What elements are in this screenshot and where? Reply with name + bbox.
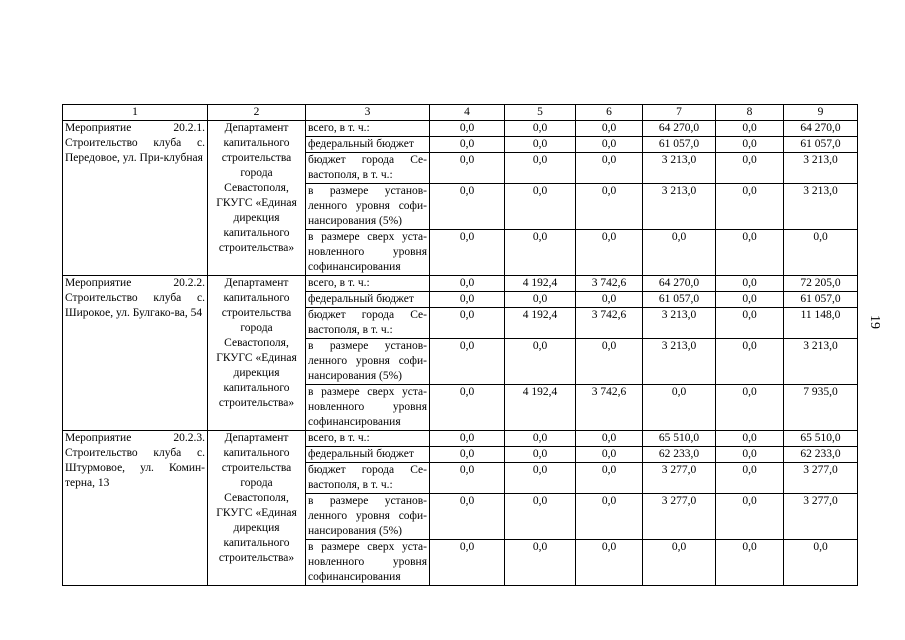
amount-cell: 4 192,4 — [505, 385, 576, 431]
header-cell: 4 — [430, 105, 505, 121]
amount-cell: 0,0 — [576, 184, 643, 230]
amount-cell: 64 270,0 — [643, 121, 716, 137]
amount-cell: 3 213,0 — [784, 153, 858, 184]
amount-cell: 0,0 — [716, 230, 784, 276]
amount-cell: 0,0 — [505, 121, 576, 137]
amount-cell: 0,0 — [505, 137, 576, 153]
amount-cell: 0,0 — [505, 540, 576, 586]
amount-cell: 0,0 — [643, 385, 716, 431]
amount-cell: 0,0 — [505, 431, 576, 447]
amount-cell: 3 213,0 — [784, 339, 858, 385]
amount-cell: 0,0 — [430, 153, 505, 184]
event-cell: Мероприятие 20.2.2. Строительство клуба с. Широкое, ул. Булгако-ва, 54 — [63, 276, 208, 431]
amount-cell: 4 192,4 — [505, 276, 576, 292]
amount-cell: 0,0 — [784, 230, 858, 276]
table-body — [63, 121, 858, 586]
amount-cell: 0,0 — [576, 153, 643, 184]
amount-cell: 11 148,0 — [784, 308, 858, 339]
amount-cell: 0,0 — [716, 385, 784, 431]
amount-cell: 7 935,0 — [784, 385, 858, 431]
funding-source-cell: в размере сверх уста-новленного уровня софинансирования — [306, 385, 430, 431]
amount-cell: 3 742,6 — [576, 276, 643, 292]
funding-source-cell: бюджет города Се-вастополя, в т. ч.: — [306, 153, 430, 184]
funding-source-cell: всего, в т. ч.: — [306, 121, 430, 137]
funding-source-cell: федеральный бюджет — [306, 447, 430, 463]
header-cell: 7 — [643, 105, 716, 121]
page-number: 19 — [867, 315, 882, 329]
amount-cell: 0,0 — [505, 447, 576, 463]
amount-cell: 0,0 — [505, 494, 576, 540]
funding-source-cell: всего, в т. ч.: — [306, 431, 430, 447]
amount-cell: 0,0 — [576, 463, 643, 494]
amount-cell: 0,0 — [430, 292, 505, 308]
amount-cell: 0,0 — [430, 463, 505, 494]
event-cell: Мероприятие 20.2.3. Строительство клуба с. Штурмовое, ул. Комин-терна, 13 — [63, 431, 208, 586]
amount-cell: 0,0 — [576, 230, 643, 276]
amount-cell: 0,0 — [716, 184, 784, 230]
amount-cell: 3 277,0 — [784, 494, 858, 540]
table-row — [63, 276, 858, 292]
amount-cell: 0,0 — [716, 292, 784, 308]
amount-cell: 3 213,0 — [643, 339, 716, 385]
amount-cell: 0,0 — [576, 540, 643, 586]
amount-cell: 0,0 — [716, 339, 784, 385]
amount-cell: 0,0 — [505, 339, 576, 385]
amount-cell: 0,0 — [430, 184, 505, 230]
amount-cell: 64 270,0 — [784, 121, 858, 137]
amount-cell: 0,0 — [505, 184, 576, 230]
amount-cell: 72 205,0 — [784, 276, 858, 292]
amount-cell: 0,0 — [716, 540, 784, 586]
funding-source-cell: в размере установ-ленного уровня софи-нансирования (5%) — [306, 494, 430, 540]
amount-cell: 61 057,0 — [784, 292, 858, 308]
header-row — [63, 105, 858, 121]
amount-cell: 0,0 — [430, 385, 505, 431]
funding-source-cell: в размере сверх уста-новленного уровня софинансирования — [306, 540, 430, 586]
amount-cell: 0,0 — [716, 308, 784, 339]
amount-cell: 0,0 — [430, 276, 505, 292]
amount-cell: 0,0 — [430, 540, 505, 586]
amount-cell: 0,0 — [576, 137, 643, 153]
amount-cell: 3 277,0 — [784, 463, 858, 494]
amount-cell: 0,0 — [643, 540, 716, 586]
funding-source-cell: всего, в т. ч.: — [306, 276, 430, 292]
table-row — [63, 431, 858, 447]
amount-cell: 0,0 — [505, 292, 576, 308]
amount-cell: 61 057,0 — [643, 137, 716, 153]
amount-cell: 0,0 — [576, 494, 643, 540]
amount-cell: 3 742,6 — [576, 385, 643, 431]
amount-cell: 0,0 — [716, 494, 784, 540]
amount-cell: 0,0 — [430, 494, 505, 540]
header-cell: 1 — [63, 105, 208, 121]
header-cell: 3 — [306, 105, 430, 121]
amount-cell: 0,0 — [716, 447, 784, 463]
funding-source-cell: бюджет города Се-вастополя, в т. ч.: — [306, 463, 430, 494]
amount-cell: 3 742,6 — [576, 308, 643, 339]
event-cell: Мероприятие 20.2.1. Строительство клуба с. Передовое, ул. При-клубная — [63, 121, 208, 276]
amount-cell: 0,0 — [716, 431, 784, 447]
amount-cell: 3 213,0 — [643, 308, 716, 339]
amount-cell: 65 510,0 — [784, 431, 858, 447]
funding-source-cell: федеральный бюджет — [306, 292, 430, 308]
amount-cell: 0,0 — [716, 121, 784, 137]
amount-cell: 0,0 — [576, 339, 643, 385]
amount-cell: 0,0 — [716, 153, 784, 184]
department-cell: Департамент капитального строительства города Севастополя, ГКУГС «Единая дирекция капитального строительства» — [208, 121, 306, 276]
amount-cell: 65 510,0 — [643, 431, 716, 447]
amount-cell: 0,0 — [430, 447, 505, 463]
budget-table — [62, 104, 858, 586]
amount-cell: 3 277,0 — [643, 463, 716, 494]
department-cell: Департамент капитального строительства города Севастополя, ГКУГС «Единая дирекция капитального строительства» — [208, 431, 306, 586]
amount-cell: 0,0 — [576, 292, 643, 308]
department-cell: Департамент капитального строительства города Севастополя, ГКУГС «Единая дирекция капитального строительства» — [208, 276, 306, 431]
amount-cell: 3 213,0 — [784, 184, 858, 230]
amount-cell: 4 192,4 — [505, 308, 576, 339]
funding-source-cell: федеральный бюджет — [306, 137, 430, 153]
amount-cell: 0,0 — [430, 431, 505, 447]
amount-cell: 0,0 — [576, 121, 643, 137]
amount-cell: 0,0 — [505, 153, 576, 184]
amount-cell: 0,0 — [505, 463, 576, 494]
funding-source-cell: в размере сверх уста-новленного уровня софинансирования — [306, 230, 430, 276]
amount-cell: 0,0 — [784, 540, 858, 586]
header-cell: 6 — [576, 105, 643, 121]
amount-cell: 61 057,0 — [643, 292, 716, 308]
amount-cell: 0,0 — [430, 308, 505, 339]
amount-cell: 62 233,0 — [643, 447, 716, 463]
amount-cell: 3 213,0 — [643, 153, 716, 184]
amount-cell: 3 213,0 — [643, 184, 716, 230]
header-cell: 8 — [716, 105, 784, 121]
header-cell: 2 — [208, 105, 306, 121]
amount-cell: 0,0 — [716, 276, 784, 292]
funding-source-cell: в размере установ-ленного уровня софи-нансирования (5%) — [306, 339, 430, 385]
amount-cell: 0,0 — [430, 121, 505, 137]
funding-source-cell: в размере установ-ленного уровня софи-нансирования (5%) — [306, 184, 430, 230]
header-cell: 5 — [505, 105, 576, 121]
amount-cell: 0,0 — [430, 339, 505, 385]
header-cell: 9 — [784, 105, 858, 121]
amount-cell: 0,0 — [716, 137, 784, 153]
funding-source-cell: бюджет города Се-вастополя, в т. ч.: — [306, 308, 430, 339]
amount-cell: 0,0 — [576, 447, 643, 463]
amount-cell: 64 270,0 — [643, 276, 716, 292]
table-row — [63, 121, 858, 137]
amount-cell: 0,0 — [505, 230, 576, 276]
amount-cell: 0,0 — [576, 431, 643, 447]
amount-cell: 62 233,0 — [784, 447, 858, 463]
amount-cell: 61 057,0 — [784, 137, 858, 153]
amount-cell: 0,0 — [430, 230, 505, 276]
amount-cell: 0,0 — [643, 230, 716, 276]
amount-cell: 0,0 — [716, 463, 784, 494]
amount-cell: 0,0 — [430, 137, 505, 153]
amount-cell: 3 277,0 — [643, 494, 716, 540]
